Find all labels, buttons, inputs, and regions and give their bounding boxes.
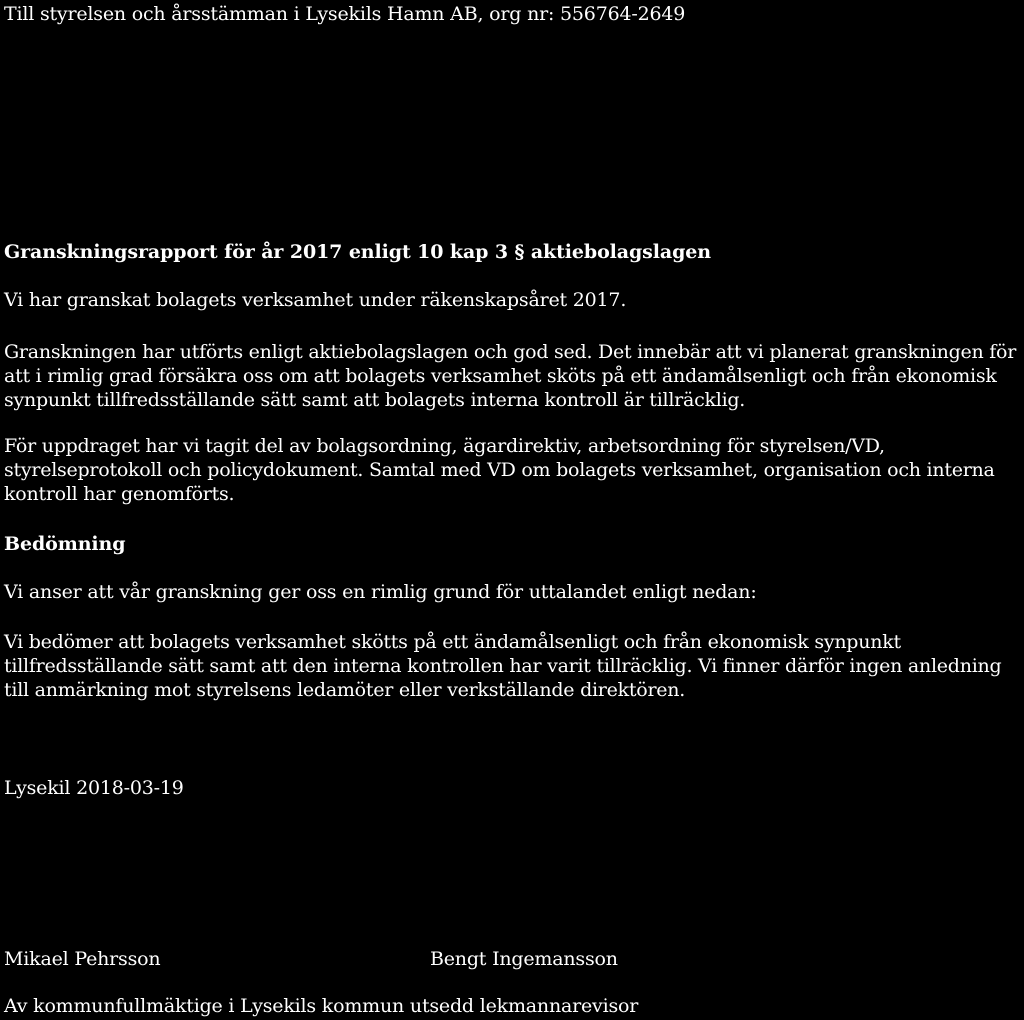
paragraph-line: till anmärkning mot styrelsens ledamöter eller verkställande direktören. (4, 679, 686, 701)
assessment-intro: Vi anser att vår granskning ger oss en rimlig grund för uttalandet enligt nedan: (4, 581, 757, 603)
scope-paragraph (4, 340, 1024, 412)
place-date: Lysekil 2018-03-19 (4, 777, 184, 799)
paragraph-line: Vi bedömer att bolagets verksamhet skötts på ett ändamålsenligt och från ekonomisk synpunkt (4, 631, 901, 653)
conclusion-paragraph (4, 630, 1024, 702)
paragraph-line: synpunkt tillfredsställande sätt samt att bolagets interna kontroll är tillräcklig. (4, 389, 746, 411)
basis-paragraph (4, 434, 1024, 506)
signatory-name-1: Mikael Pehrsson (4, 948, 161, 970)
intro-text: Vi har granskat bolagets verksamhet under räkenskapsåret 2017. (4, 289, 627, 311)
paragraph-line: För uppdraget har vi tagit del av bolagsordning, ägardirektiv, arbetsordning för styrelsen/VD, (4, 435, 885, 457)
signatory-role: Av kommunfullmäktige i Lysekils kommun utsedd lekmannarevisor (4, 995, 639, 1017)
report-title: Granskningsrapport för år 2017 enligt 10 kap 3 § aktiebolagslagen (4, 241, 711, 263)
paragraph-line: att i rimlig grad försäkra oss om att bolagets verksamhet sköts på ett ändamålsenligt och från ekonomisk (4, 365, 997, 387)
signatory-name-2: Bengt Ingemansson (430, 948, 618, 970)
paragraph-line: styrelseprotokoll och policydokument. Samtal med VD om bolagets verksamhet, organisation och interna (4, 459, 995, 481)
assessment-heading: Bedömning (4, 533, 126, 555)
addressee-line: Till styrelsen och årsstämman i Lysekils Hamn AB, org nr: 556764-2649 (4, 3, 686, 25)
paragraph-line: Granskningen har utförts enligt aktiebolagslagen och god sed. Det innebär att vi planerat granskningen för (4, 341, 1017, 363)
paragraph-line: kontroll har genomförts. (4, 483, 235, 505)
paragraph-line: tillfredsställande sätt samt att den interna kontrollen har varit tillräcklig. Vi finner därför ingen anledning (4, 655, 1002, 677)
